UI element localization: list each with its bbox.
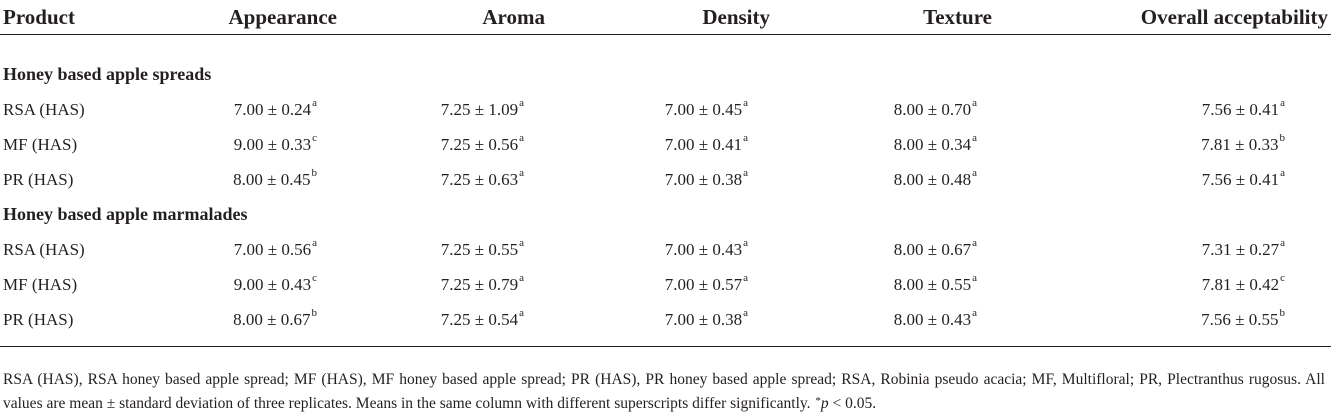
cell-superscript: a — [972, 236, 977, 249]
cell-density — [587, 232, 812, 267]
cell-appearance — [170, 162, 362, 197]
cell-superscript: c — [312, 131, 317, 144]
cell-value: 7.00 ± 0.43 — [664, 239, 743, 259]
cell-density — [587, 127, 812, 162]
cell-superscript: a — [743, 306, 748, 319]
table-row — [0, 162, 1331, 197]
cell-aroma — [362, 162, 587, 197]
cell-value: 7.81 ± 0.42 — [1201, 274, 1280, 294]
cell-superscript: a — [972, 131, 977, 144]
cell-superscript: a — [972, 271, 977, 284]
cell-superscript: a — [743, 271, 748, 284]
cell-value: 7.00 ± 0.56 — [233, 239, 312, 259]
cell-superscript: a — [972, 96, 977, 109]
cell-appearance — [170, 92, 362, 127]
cell-density — [587, 267, 812, 302]
cell-superscript: a — [519, 166, 524, 179]
cell-superscript: b — [1279, 131, 1285, 144]
cell-texture — [812, 162, 1037, 197]
cell-value: 7.25 ± 0.56 — [440, 134, 519, 154]
cell-superscript: b — [311, 306, 317, 319]
column-header-overall-acceptability: Overall acceptability — [1037, 0, 1331, 35]
footnote-p-symbol: p — [820, 395, 829, 412]
cell-aroma — [362, 232, 587, 267]
cell-appearance — [170, 302, 362, 337]
cell-superscript: c — [312, 271, 317, 284]
cell-superscript: b — [1279, 306, 1285, 319]
column-header-texture: Texture — [812, 0, 1037, 35]
cell-texture — [812, 267, 1037, 302]
column-header-density: Density — [587, 0, 812, 35]
cell-value: 8.00 ± 0.34 — [893, 134, 972, 154]
cell-value: 7.25 ± 0.55 — [440, 239, 519, 259]
cell-value: 7.81 ± 0.33 — [1201, 134, 1279, 154]
cell-value: 7.31 ± 0.27 — [1201, 239, 1280, 259]
footnote-text: RSA (HAS), RSA honey based apple spread; MF (HAS), MF honey based apple spread; PR (HAS), PR honey based apple spread; RSA, Robinia pseudo acacia; MF, Multifloral; PR, Plectranthus rugosus. All values are mean ± standard deviation of three replicates. Means in the same column with different superscripts differ significantly. — [3, 371, 1325, 412]
cell-value: 8.00 ± 0.45 — [233, 169, 311, 189]
table-bottom-rule — [0, 337, 1331, 347]
cell-value: 7.25 ± 0.63 — [440, 169, 519, 189]
cell-product: RSA (HAS) — [3, 99, 85, 119]
bottom-rule-cell — [0, 337, 1331, 347]
cell-texture — [812, 302, 1037, 337]
table-header-row — [0, 0, 1331, 35]
cell-overall-acceptability — [1037, 92, 1331, 127]
cell-product: RSA (HAS) — [3, 239, 85, 259]
cell-value: 7.00 ± 0.38 — [664, 309, 743, 329]
cell-value: 8.00 ± 0.43 — [893, 309, 972, 329]
cell-value: 8.00 ± 0.67 — [893, 239, 972, 259]
cell-value: 7.00 ± 0.38 — [664, 169, 743, 189]
table-footnote — [3, 368, 1325, 416]
cell-density — [587, 162, 812, 197]
cell-superscript: a — [1280, 166, 1285, 179]
cell-density — [587, 92, 812, 127]
cell-superscript: a — [972, 166, 977, 179]
cell-superscript: a — [312, 236, 317, 249]
cell-aroma — [362, 92, 587, 127]
group-header-row — [0, 197, 1331, 232]
table-body — [0, 35, 1331, 347]
cell-superscript: a — [972, 306, 977, 319]
cell-overall-acceptability — [1037, 127, 1331, 162]
cell-value: 8.00 ± 0.55 — [893, 274, 972, 294]
cell-product: PR (HAS) — [3, 169, 74, 189]
cell-superscript: a — [743, 166, 748, 179]
group-title: Honey based apple marmalades — [3, 204, 248, 224]
cell-value: 7.00 ± 0.24 — [233, 99, 312, 119]
cell-texture — [812, 92, 1037, 127]
table-row — [0, 302, 1331, 337]
cell-overall-acceptability — [1037, 232, 1331, 267]
cell-superscript: a — [1280, 236, 1285, 249]
column-header-aroma: Aroma — [362, 0, 587, 35]
cell-superscript: a — [519, 96, 524, 109]
cell-superscript: a — [743, 236, 748, 249]
cell-value: 8.00 ± 0.70 — [893, 99, 972, 119]
cell-appearance — [170, 232, 362, 267]
cell-superscript: a — [519, 131, 524, 144]
footnote-significance-threshold: < 0.05. — [828, 395, 877, 412]
cell-product: MF (HAS) — [3, 274, 78, 294]
cell-aroma — [362, 267, 587, 302]
cell-overall-acceptability — [1037, 162, 1331, 197]
cell-aroma — [362, 127, 587, 162]
cell-value: 7.00 ± 0.41 — [664, 134, 743, 154]
cell-superscript: a — [519, 271, 524, 284]
cell-value: 8.00 ± 0.48 — [893, 169, 972, 189]
cell-value: 7.56 ± 0.41 — [1201, 99, 1280, 119]
table-row — [0, 127, 1331, 162]
cell-appearance — [170, 127, 362, 162]
footnote-significance-mark: * — [815, 395, 821, 407]
cell-value: 7.25 ± 0.79 — [440, 274, 519, 294]
cell-value: 7.00 ± 0.57 — [664, 274, 743, 294]
cell-value: 7.25 ± 1.09 — [440, 99, 519, 119]
cell-value: 7.25 ± 0.54 — [440, 309, 519, 329]
cell-value: 9.00 ± 0.43 — [233, 274, 312, 294]
table-row — [0, 232, 1331, 267]
cell-product: PR (HAS) — [3, 309, 74, 329]
group-header-row — [0, 57, 1331, 92]
cell-value: 7.56 ± 0.55 — [1201, 309, 1279, 329]
cell-superscript: a — [743, 96, 748, 109]
column-header-product: Product — [0, 0, 170, 35]
cell-overall-acceptability — [1037, 302, 1331, 337]
cell-product: MF (HAS) — [3, 134, 78, 154]
cell-superscript: a — [312, 96, 317, 109]
cell-value: 7.00 ± 0.45 — [664, 99, 743, 119]
cell-superscript: a — [519, 306, 524, 319]
cell-value: 7.56 ± 0.41 — [1201, 169, 1280, 189]
column-header-appearance: Appearance — [170, 0, 362, 35]
cell-superscript: b — [311, 166, 317, 179]
spacer-cell — [0, 35, 1331, 58]
cell-appearance — [170, 267, 362, 302]
cell-value: 8.00 ± 0.67 — [233, 309, 311, 329]
cell-superscript: a — [743, 131, 748, 144]
header-spacer-row — [0, 35, 1331, 58]
cell-aroma — [362, 302, 587, 337]
table-row — [0, 267, 1331, 302]
cell-value: 9.00 ± 0.33 — [233, 134, 312, 154]
cell-superscript: c — [1280, 271, 1285, 284]
cell-density — [587, 302, 812, 337]
cell-superscript: a — [519, 236, 524, 249]
table-row — [0, 92, 1331, 127]
cell-superscript: a — [1280, 96, 1285, 109]
group-title: Honey based apple spreads — [3, 64, 212, 84]
cell-texture — [812, 232, 1037, 267]
cell-overall-acceptability — [1037, 267, 1331, 302]
cell-texture — [812, 127, 1037, 162]
